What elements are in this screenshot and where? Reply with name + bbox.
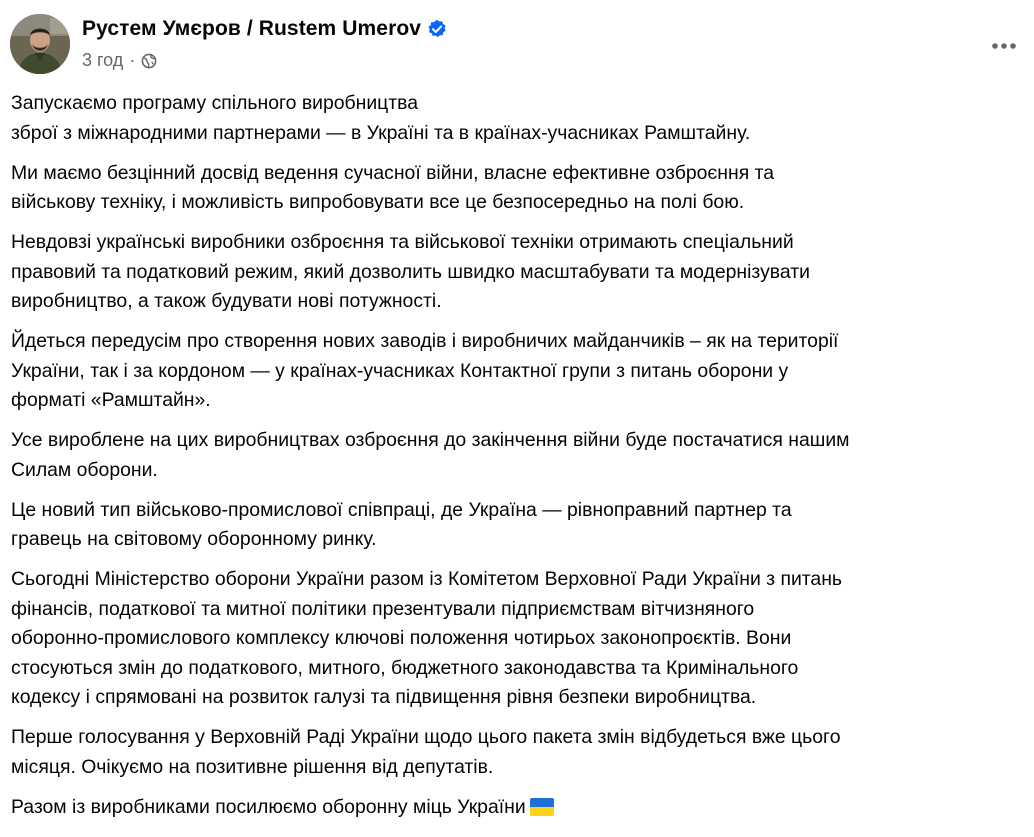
globe-icon[interactable] <box>141 53 157 69</box>
post-body <box>11 89 1031 833</box>
profile-avatar <box>10 14 70 74</box>
post-paragraph: Перше голосування у Верховній Раді України щодо цього пакета змін відбудеться вже цього місяця. Очікуємо на позитивне рішення від депутатів. <box>11 726 841 778</box>
more-options-button[interactable] <box>986 32 1022 60</box>
more-options-icon <box>991 42 1017 50</box>
post-paragraph: Невдовзі українські виробники озброєння та військової техніки отримають спеціальний правовий та податковий режим, який дозволить швидко масштабувати та модернізувати виробництво, а також будувати нові потужності. <box>11 231 810 312</box>
author-name-text[interactable]: Рустем Умєров / Rustem Umerov <box>82 17 422 40</box>
post-meta <box>82 50 157 71</box>
meta-separator: · <box>129 50 136 70</box>
post-paragraph: Сьогодні Міністерство оборони України разом із Комітетом Верховної Ради України з питань фінансів, податкової та митної політики презентували підприємствам вітчизняного оборонно-промислового комплексу ключові положення чотирьох законопроєктів. Вони стосуються змін до податкового, митного, бюджетного законодавства та Кримінального кодексу і спрямовані на розвиток галузі та підвищення рівня безпеки виробництва. <box>11 568 843 708</box>
post-time[interactable]: 3 год <box>82 50 124 70</box>
avatar[interactable] <box>10 14 70 74</box>
post-header <box>10 14 1034 78</box>
verified-badge-icon <box>427 19 447 39</box>
post-closing-paragraph <box>11 793 1031 823</box>
post-paragraph: Ми маємо безцінний досвід ведення сучасної війни, власне ефективне озброєння та військову техніку, і можливість випробовувати все це безпосередньо на полі бою. <box>11 161 775 213</box>
author-name[interactable] <box>82 17 447 41</box>
post-paragraph: Це новий тип військово-промислової співпраці, де Україна — рівноправний партнер та гравець на світовому оборонному ринку. <box>11 498 792 550</box>
post-paragraph: Йдеться передусім про створення нових заводів і виробничих майданчиків – як на території України, так і за кордоном — у країнах-учасниках Контактної групи з питань оборони у форматі «Рамштайн». <box>11 330 839 411</box>
post-paragraph: Запускаємо програму спільного виробництва зброї з міжнародними партнерами — в Україні та в країнах-учасниках Рамштайну. <box>11 92 751 144</box>
ukraine-flag-icon <box>530 798 554 816</box>
post-paragraph-text: Разом із виробниками посилюємо оборонну міць України <box>11 795 526 818</box>
post-paragraph: Усе вироблене на цих виробництвах озброєння до закінчення війни буде постачатися нашим Силам оборони. <box>11 429 850 481</box>
